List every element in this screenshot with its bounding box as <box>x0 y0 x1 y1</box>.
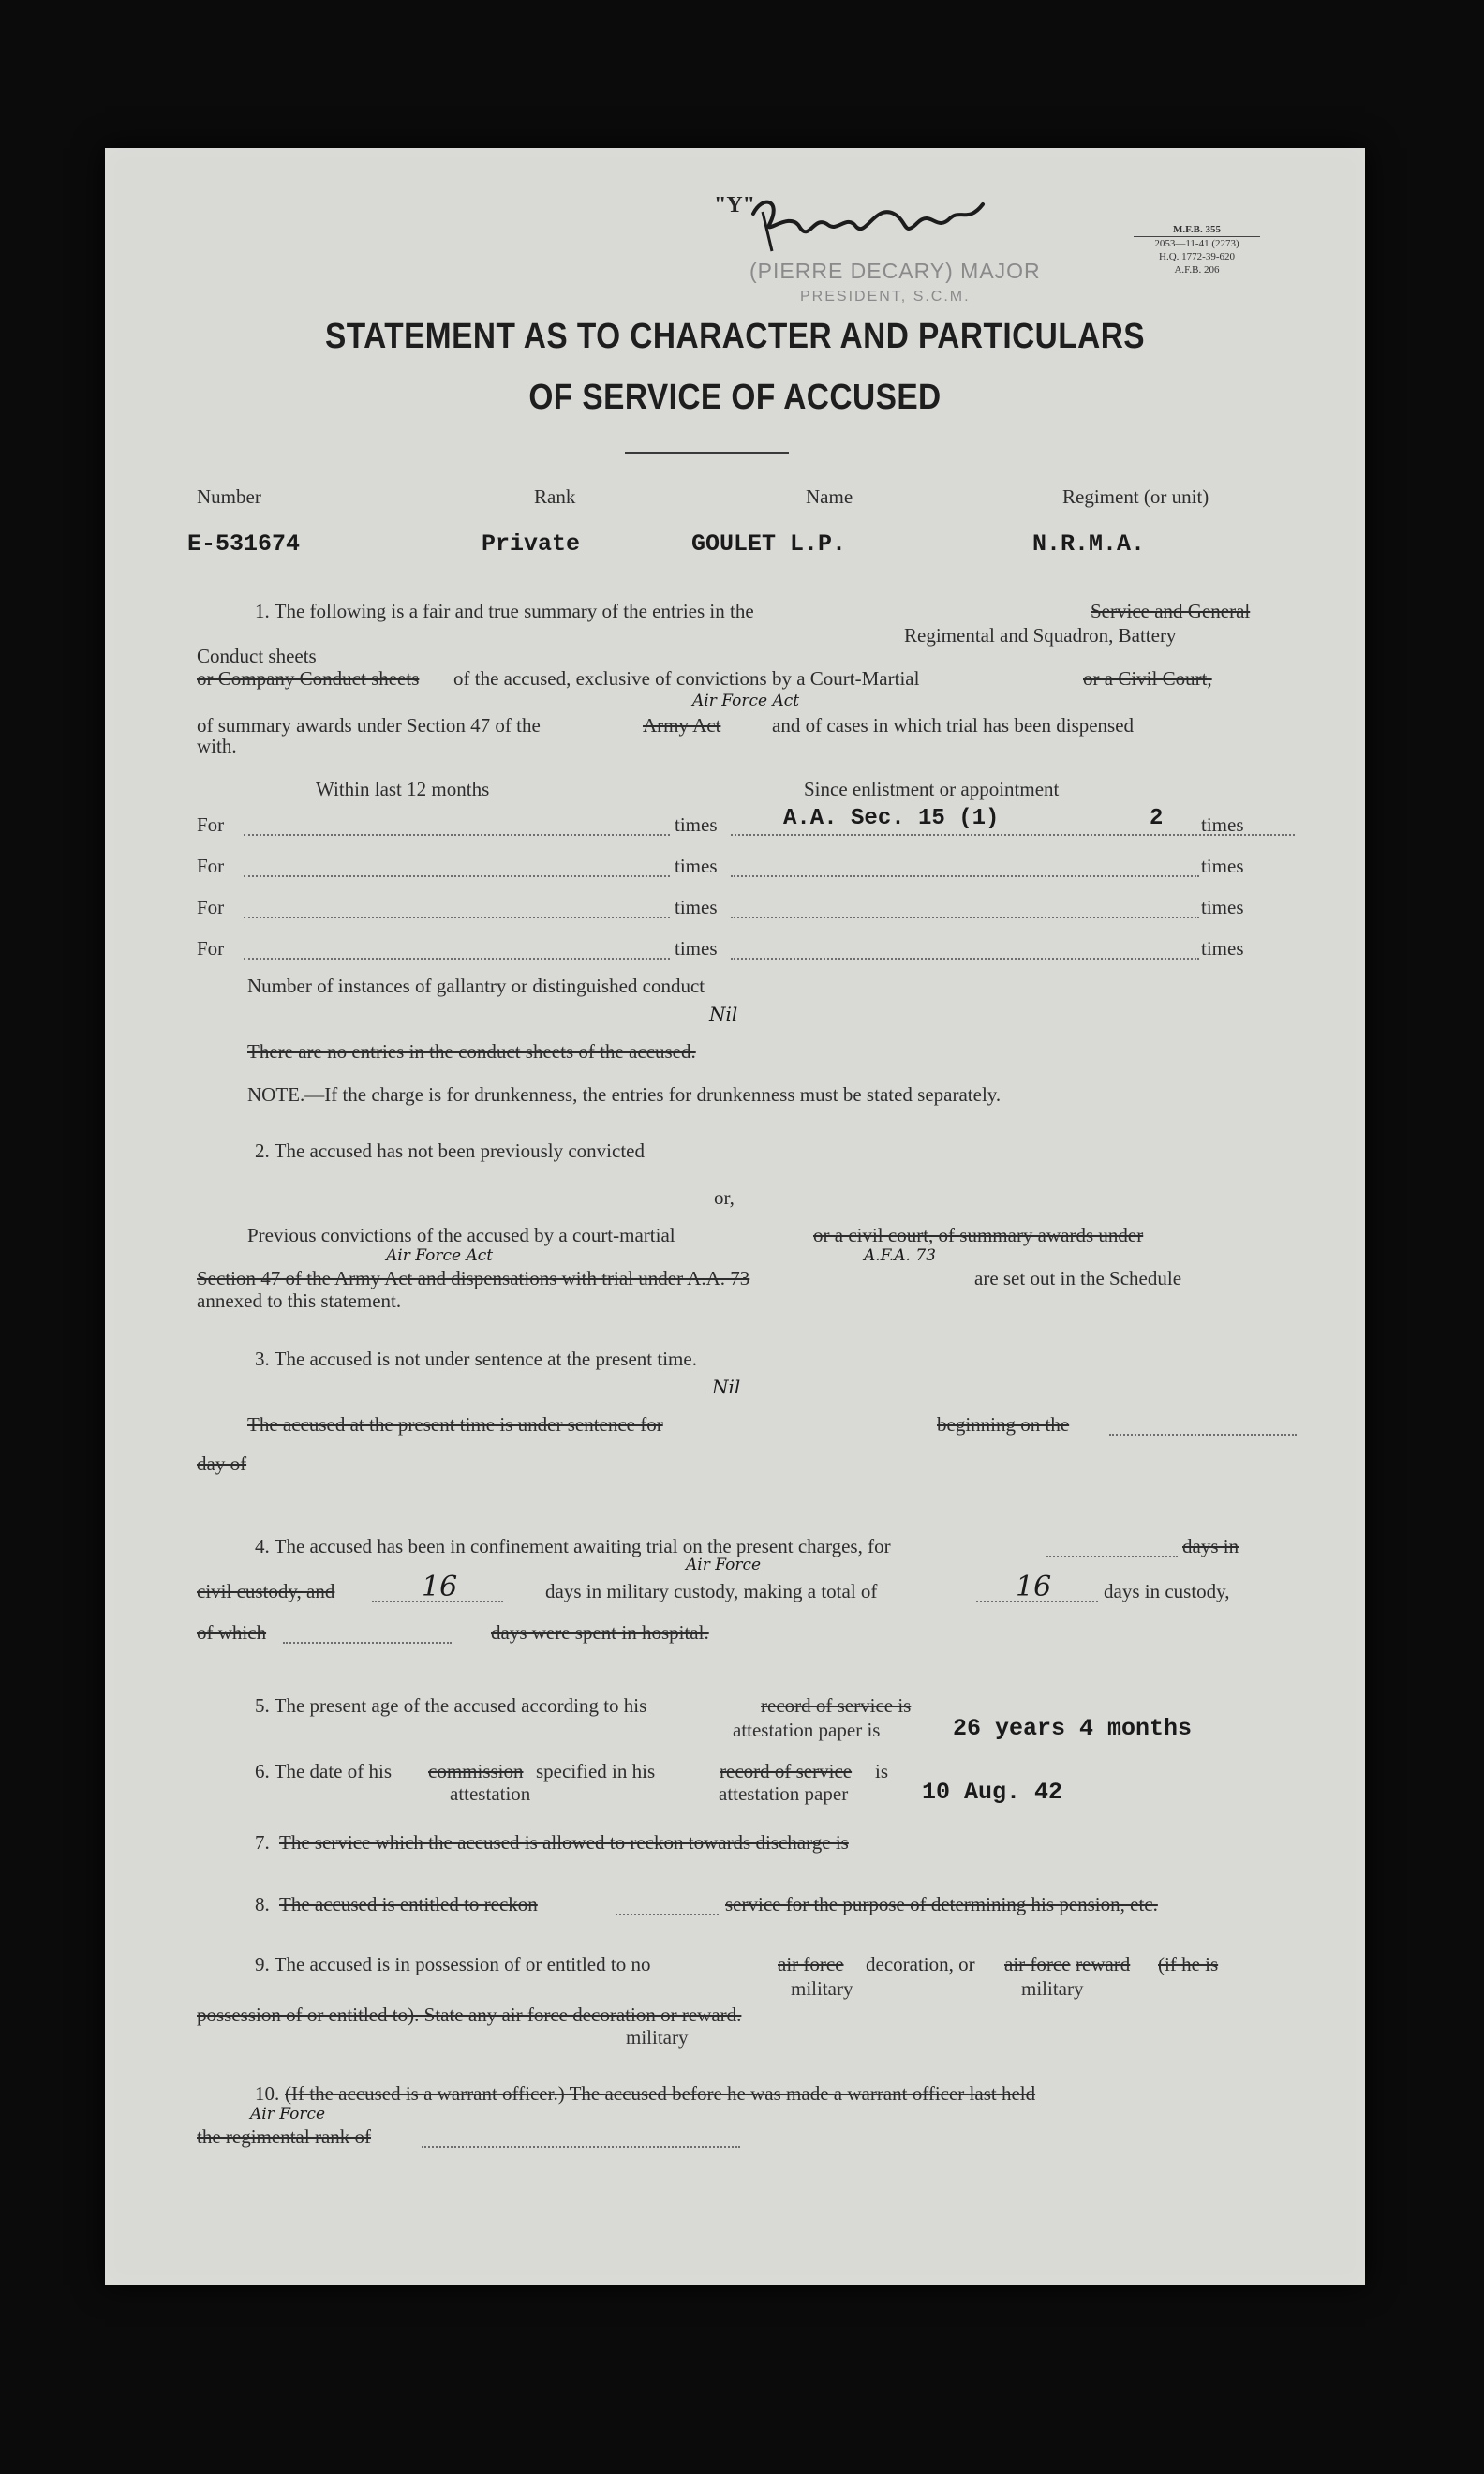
s1-air-force-act: Air Force Act <box>692 692 800 710</box>
s2-afa73: A.F.A. 73 <box>864 1246 936 1265</box>
s3-not-under-sentence: 3. The accused is not under sentence at the present time. <box>255 1348 697 1370</box>
s9-military-1: military <box>791 1977 853 2000</box>
stamp-name: (PIERRE DECARY) MAJOR <box>749 259 1041 283</box>
s3-under-sentence: The accused at the present time is under sentence for <box>247 1413 663 1436</box>
rank-label: Rank <box>534 485 576 508</box>
s1-with: with. <box>197 735 237 757</box>
name-value: GOULET L.P. <box>691 530 847 558</box>
s4-confinement: 4. The accused has been in confinement awaiting trial on the present charges, for <box>255 1535 891 1557</box>
s8-number: 8. <box>255 1893 270 1915</box>
s1-service-general: Service and General <box>1091 600 1251 622</box>
s6-attestation: attestation <box>450 1782 531 1805</box>
nil-mark: Nil <box>709 1003 738 1025</box>
s5-age: 5. The present age of the accused according to his <box>255 1694 647 1717</box>
s9-air-force-2: air force <box>1004 1953 1071 1975</box>
s4-days-military: 16 <box>422 1571 458 1603</box>
s5-record: record of service is <box>761 1694 912 1717</box>
conviction-count: 2 <box>1150 806 1164 831</box>
s1-exclusive: of the accused, exclusive of convictions by a Court-Martial <box>453 667 920 690</box>
s6-specified: specified in his <box>536 1760 656 1782</box>
s10-air-force: Air Force <box>250 2105 326 2124</box>
no-entries: There are no entries in the conduct sheets of the accused. <box>247 1040 696 1063</box>
s6-record: record of service <box>720 1760 853 1782</box>
s3-beginning: beginning on the <box>937 1413 1070 1436</box>
s9-military-3: military <box>626 2026 689 2049</box>
s5-attestation: attestation paper is <box>733 1719 881 1741</box>
s8-pension: service for the purpose of determining his pension, etc. <box>725 1893 1158 1915</box>
s4-military-custody: days in military custody, making a total of <box>545 1580 878 1602</box>
s1-dispensed: and of cases in which trial has been dispensed <box>772 714 1135 737</box>
s4-hospital: days were spent in hospital. <box>491 1621 709 1644</box>
s1-conduct-sheets: Conduct sheets <box>197 645 317 667</box>
s8-entitled: The accused is entitled to reckon <box>279 1893 538 1915</box>
period-left: Within last 12 months <box>316 778 490 800</box>
s2-or: or, <box>714 1186 735 1209</box>
s6-attestation-paper: attestation paper <box>719 1782 849 1805</box>
s5-age-value: 26 years 4 months <box>953 1715 1193 1742</box>
s10-number: 10. <box>255 2082 280 2105</box>
s1-regimental: Regimental and Squadron, Battery <box>904 624 1177 647</box>
form-code: M.F.B. 355 2053—11-41 (2273) H.Q. 1772-39-620 A.F.B. 206 <box>1134 223 1260 276</box>
regiment-label: Regiment (or unit) <box>1062 485 1209 508</box>
s1-civil-court: or a Civil Court, <box>1083 667 1212 690</box>
s2-air-force-act: Air Force Act <box>386 1246 494 1265</box>
document-sheet: "Y" (PIERRE DECARY) MAJOR PRESIDENT, S.C.M. M.F.B. 355 2053—11-41 (2273) H.Q. 1772-39-620 A.F.B. 206 STATEMENT AS TO CHARACTER AND PARTICULARS OF SERVICE OF ACCUSED Number Rank Name Regiment (or unit) E-531674 Private GOULET L.P. N.R.M.A. 1. The following is a fair and true summary of the entries in the Service and General Regimental and Squadron, Battery Conduct sheets or Company Conduct sheets of the accused, exclusive of convictions by a Court-Martial or a Civil Court, Air Force Act of summary awards under Section 47 of the Army Act and of cases in which trial has been dispensed with. Within last 12 months Since enlistment or appointment For times A.A. Sec. 15 (1) 2 times For times times For times times For times times Number of instances of gallantry or distinguished conduct Nil There are no entries in the conduct sheets of the accused. NOTE.—If the charge is for drunkenness, the entries for drunkenness must be stated separately. 2. The accused has not been previously convicted or, Previous convictions of the accused by a court-martial or a civil court, of summary awards under Air Force Act A.F.A. 73 Section 47 of the Army Act and dispensations with trial under A.A. 73 are set out in the Schedule annexed to this statement. 3. The accused is not under sentence at the present time. Nil The accused at the present time is under sentence for beginning on the day of 4. The accused has been in confinement awaiting trial on the present charges, for days in Air Force civil custody, and 16 days in military custody, making a total of 16 days in custody, of which days were spent in hospital. 5. The present age of the accused according to his record of service is attestation paper is 26 years 4 months 6. The date of his commission specified in his record of service is attestation attestation paper 10 Aug. 42 7. The service which the accused is allowed to reckon towards discharge is 8. The accused is entitled to reckon service for the purpose of determining his pension, etc. 9. The accused is in possession of or entitled to no air force decoration, or air force reward (if he is military military possession of or entitled to). State any air force decoration or reward. military 10. (If the accused is a warrant officer.) The accused before he was made a warrant officer last held Air Force the regimental rank of <box>105 148 1365 2285</box>
s9-reward: reward <box>1076 1953 1131 1975</box>
number-label: Number <box>197 485 261 508</box>
nil-mark-3: Nil <box>712 1376 741 1398</box>
top-mark: "Y" <box>714 193 755 217</box>
s1-company-conduct: or Company Conduct sheets <box>197 667 420 690</box>
rank-value: Private <box>482 530 581 558</box>
drunkenness-note: NOTE.—If the charge is for drunkenness, the entries for drunkenness must be stated separately. <box>247 1083 1002 1106</box>
s10-rank-of: the regimental rank of <box>197 2125 372 2148</box>
s2-civil: or a civil court, of summary awards under <box>813 1224 1144 1246</box>
s7-number: 7. <box>255 1831 270 1854</box>
s4-civil-custody: civil custody, and <box>197 1580 335 1602</box>
stamp-role: PRESIDENT, S.C.M. <box>800 289 971 305</box>
s9-decoration: decoration, or <box>866 1953 975 1975</box>
s9-state: possession of or entitled to). State any air force decoration or reward. <box>197 2004 742 2026</box>
s6-date-value: 10 Aug. 42 <box>922 1779 1063 1806</box>
s4-days-total: 16 <box>1016 1571 1052 1603</box>
conviction-entry: A.A. Sec. 15 (1) <box>783 806 1000 831</box>
s4-air-force: Air Force <box>686 1556 762 1574</box>
s6-date: 6. The date of his <box>255 1760 392 1782</box>
document-title-line2: OF SERVICE OF ACCUSED <box>528 378 942 417</box>
s2-annexed: annexed to this statement. <box>197 1289 402 1312</box>
s3-day-of: day of <box>197 1453 247 1475</box>
gallantry-label: Number of instances of gallantry or distinguished conduct <box>247 975 705 997</box>
s4-days-in-custody: days in custody, <box>1104 1580 1230 1602</box>
signature <box>744 186 997 261</box>
s4-days-in: days in <box>1182 1535 1239 1557</box>
s1-army-act: Army Act <box>643 714 721 737</box>
s7-service: The service which the accused is allowed to reckon towards discharge is <box>279 1831 849 1854</box>
regiment-value: N.R.M.A. <box>1032 530 1146 558</box>
s9-military-2: military <box>1021 1977 1084 2000</box>
s9-air-force-1: air force <box>778 1953 844 1975</box>
name-label: Name <box>806 485 853 508</box>
period-right: Since enlistment or appointment <box>804 778 1060 800</box>
s1-summary-awards: of summary awards under Section 47 of the <box>197 714 541 737</box>
s2-section47: Section 47 of the Army Act and dispensations with trial under A.A. 73 <box>197 1267 750 1289</box>
s6-commission: commission <box>428 1760 524 1782</box>
document-title-line1: STATEMENT AS TO CHARACTER AND PARTICULARS <box>324 317 1146 356</box>
s1-line1: 1. The following is a fair and true summary of the entries in the <box>255 600 754 622</box>
s9-possession: 9. The accused is in possession of or entitled to no <box>255 1953 651 1975</box>
s2-not-convicted: 2. The accused has not been previously convicted <box>255 1140 645 1162</box>
s6-is: is <box>875 1760 889 1782</box>
number-value: E-531674 <box>187 530 301 558</box>
s9-if-he-is: (if he is <box>1158 1953 1219 1975</box>
s4-of-which: of which <box>197 1621 267 1644</box>
s10-warrant: (If the accused is a warrant officer.) The accused before he was made a warrant officer last held <box>285 2082 1036 2105</box>
s2-previous: Previous convictions of the accused by a court-martial <box>247 1224 675 1246</box>
title-rule <box>625 452 789 454</box>
s2-schedule: are set out in the Schedule <box>974 1267 1182 1289</box>
